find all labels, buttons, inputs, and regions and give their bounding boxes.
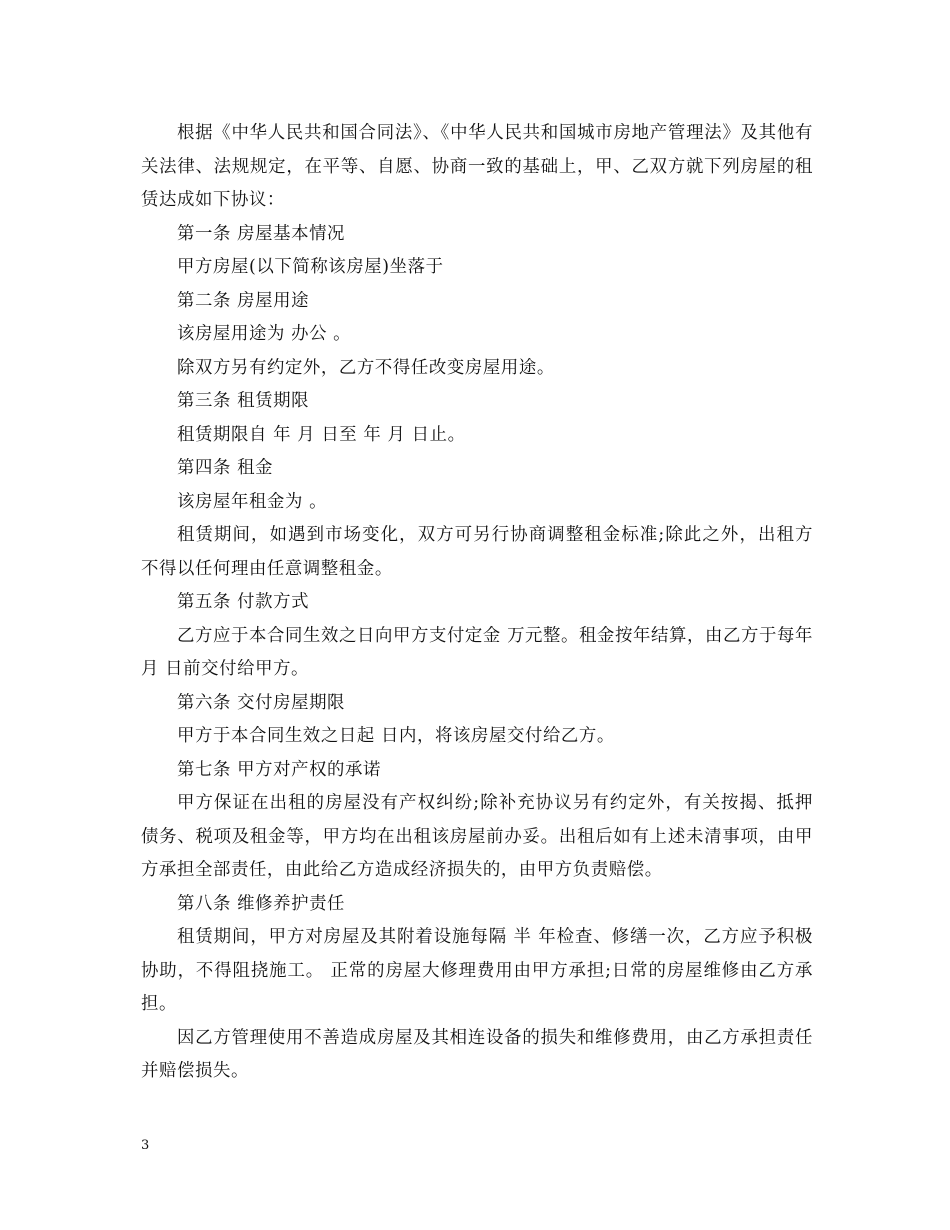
paragraph: 因乙方管理使用不善造成房屋及其相连设备的损失和维修费用，由乙方承担责任并赔偿损失。: [141, 1027, 813, 1081]
paragraph: 租赁期间，如遇到市场变化，双方可另行协商调整租金标准;除此之外，出租方不得以任何理由任意调整租金。: [141, 525, 813, 579]
paragraph: 租赁期间，甲方对房屋及其附着设施每隔 半 年检查、修缮一次，乙方应予积极协助，不得阻挠施工。 正常的房屋大修理费用由甲方承担;日常的房屋维修由乙方承担。: [141, 927, 813, 1014]
paragraph: 该房屋用途为 办公 。: [177, 324, 352, 344]
paragraph: 甲方于本合同生效之日起 日内，将该房屋交付给乙方。: [177, 726, 615, 746]
heading-article-6: 第六条 交付房屋期限: [177, 692, 346, 713]
paragraph-preamble: 根据《中华人民共和国合同法》、《中华人民共和国城市房地产管理法》及其他有关法律、法规规定，在平等、自愿、协商一致的基础上，甲、乙双方就下列房屋的租赁达成如下协议：: [141, 123, 813, 210]
heading-article-2: 第二条 房屋用途: [177, 290, 310, 311]
heading-article-3: 第三条 租赁期限: [177, 391, 310, 411]
heading-article-4: 第四条 租金: [177, 458, 274, 478]
paragraph: 乙方应于本合同生效之日向甲方支付定金 万元整。租金按年结算，由乙方于每年 月 日前交付给甲方。: [141, 625, 813, 679]
paragraph: 甲方房屋(以下简称该房屋)坐落于: [177, 257, 444, 277]
paragraph: 租赁期限自 年 月 日至 年 月 日止。: [177, 424, 466, 445]
page-number: 3: [141, 1138, 150, 1153]
heading-article-5: 第五条 付款方式: [177, 592, 310, 612]
heading-article-8: 第八条 维修养护责任: [177, 893, 346, 914]
heading-article-7: 第七条 甲方对产权的承诺: [177, 759, 382, 780]
paragraph: 甲方保证在出租的房屋没有产权纠纷;除补充协议另有约定外，有关按揭、抵押债务、税项及租金等，甲方均在出租该房屋前办妥。出租后如有上述未清事项，由甲方承担全部责任，由此给乙方造成经济损失的，由甲方负责赔偿。: [141, 793, 813, 880]
paragraph: 该房屋年租金为 。: [177, 491, 328, 512]
heading-article-1: 第一条 房屋基本情况: [177, 223, 346, 244]
contract-body: [141, 117, 813, 1089]
paragraph: 除双方另有约定外，乙方不得任改变房屋用途。: [177, 357, 555, 378]
